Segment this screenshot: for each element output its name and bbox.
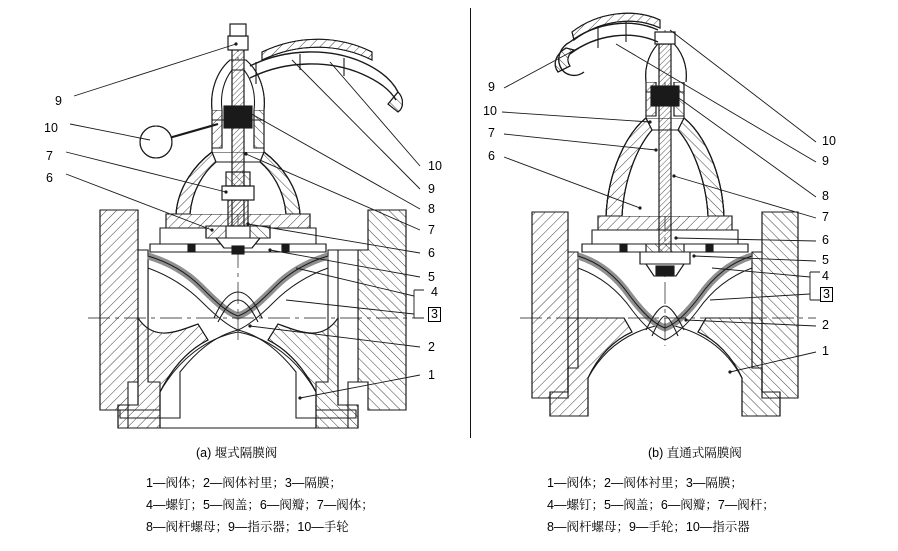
callout-a-5-right: 5 — [428, 270, 435, 284]
callout-b-10-right: 10 — [822, 134, 836, 148]
callout-b-10-left: 10 — [483, 104, 497, 118]
callout-b-4-right: 4 — [822, 269, 829, 283]
legend-b-line-1: 1—阀体；2—阀体衬里；3—隔膜； — [547, 476, 743, 490]
callout-a-2-right: 2 — [428, 340, 435, 354]
legend-panel-b — [547, 472, 775, 538]
callout-b-9-right: 9 — [822, 154, 829, 168]
callout-a-4-right: 4 — [431, 285, 438, 299]
caption-panel-a: (a) 堰式隔膜阀 — [196, 446, 278, 460]
valve-drawing-weir — [0, 0, 470, 455]
callout-a-9-right: 9 — [428, 182, 435, 196]
diagram-panel-b — [470, 0, 898, 455]
diagram-panel-a — [0, 0, 470, 455]
callout-a-8-right: 8 — [428, 202, 435, 216]
callout-b-7-left: 7 — [488, 126, 495, 140]
legend-a-line-3: 8—阀杆螺母；9—指示器；10—手轮 — [146, 520, 349, 534]
callout-b-2-right: 2 — [822, 318, 829, 332]
callout-a-6-right: 6 — [428, 246, 435, 260]
legend-b-line-3: 8—阀杆螺母；9—手轮；10—指示器 — [547, 520, 750, 534]
callout-a-1-right: 1 — [428, 368, 435, 382]
callout-b-7-right: 7 — [822, 210, 829, 224]
callout-b-8-right: 8 — [822, 189, 829, 203]
callout-b-5-right: 5 — [822, 253, 829, 267]
caption-panel-b: (b) 直通式隔膜阀 — [648, 446, 742, 460]
legend-panel-a — [146, 472, 374, 538]
callout-b-6-left: 6 — [488, 149, 495, 163]
callout-a-7-right: 7 — [428, 223, 435, 237]
legend-b-line-2: 4—螺钉；5—阀盖；6—阀瓣；7—阀杆； — [547, 498, 775, 512]
callout-a-3-right: 3 — [428, 307, 441, 322]
callout-a-10-left: 10 — [44, 121, 58, 135]
legend-a-line-1: 1—阀体；2—阀体衬里；3—隔膜； — [146, 476, 342, 490]
callout-b-3-right: 3 — [820, 287, 833, 302]
callout-b-1-right: 1 — [822, 344, 829, 358]
legend-a-line-2: 4—螺钉；5—阀盖；6—阀瓣；7—阀体； — [146, 498, 374, 512]
callout-a-9-left: 9 — [55, 94, 62, 108]
callout-b-9-left: 9 — [488, 80, 495, 94]
callout-a-7-left: 7 — [46, 149, 53, 163]
callout-a-10-right: 10 — [428, 159, 442, 173]
callout-b-6-right: 6 — [822, 233, 829, 247]
callout-a-6-left: 6 — [46, 171, 53, 185]
valve-drawing-straight — [470, 0, 898, 455]
